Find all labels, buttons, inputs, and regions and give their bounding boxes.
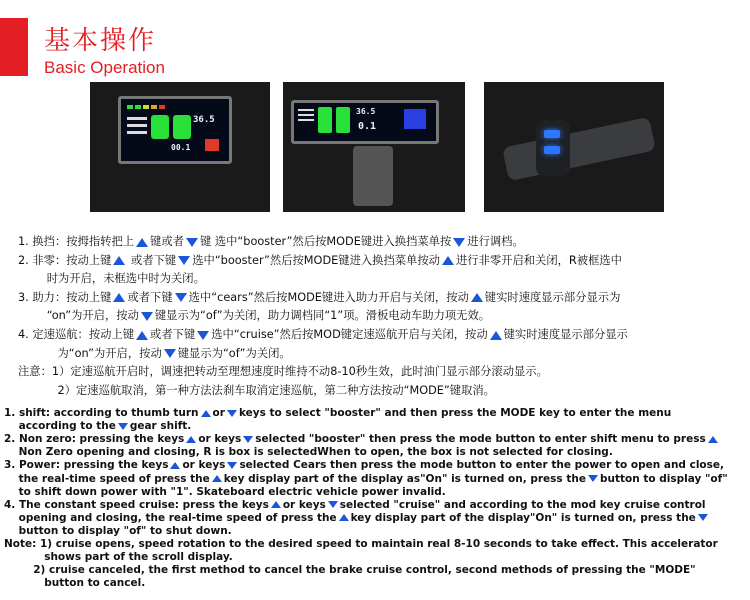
text-segment: 2. 非零：按动上键 (18, 253, 112, 267)
up-arrow-icon (708, 436, 718, 443)
en-line (4, 512, 744, 525)
text-segment: 3. 助力：按动上键 (18, 290, 112, 304)
photo-display-front (90, 82, 270, 212)
en-line (4, 459, 744, 472)
up-arrow-icon (186, 436, 196, 443)
en-line (4, 486, 744, 499)
up-arrow-icon (339, 514, 349, 521)
page-title-cn: 基本操作 (44, 26, 157, 56)
up-arrow-icon (212, 475, 222, 482)
text-segment: 时为开启，未框选中时为关闭。 (18, 272, 205, 286)
text-segment: 或者下键 (150, 328, 196, 341)
lcd-display (291, 100, 439, 144)
text-segment: 2. Non zero: pressing the keys (4, 433, 185, 446)
text-segment: 键实时速度显示部分显示为 (484, 290, 621, 304)
up-arrow-icon (113, 256, 125, 265)
text-segment: 选中“cears”然后按MODE键进入助力开启与关闭，按动 (188, 290, 469, 304)
text-segment: 为“on”为开启，按动 (18, 346, 162, 360)
en-line (4, 433, 744, 446)
photo-handlebar-buttons (484, 82, 664, 212)
header-accent-bar (0, 18, 28, 76)
text-segment: or keys (198, 433, 242, 446)
lcd-display (118, 96, 232, 164)
text-segment: 键显示为“of”为关闭。 (177, 346, 291, 360)
down-arrow-icon (328, 501, 338, 508)
en-line (4, 551, 744, 564)
down-arrow-icon (243, 436, 253, 443)
text-segment: selected Cears then press the mode button to enter the power to open and close, (239, 459, 724, 472)
text-segment: 2) cruise canceled, the first method to cancel the brake cruise control, second methods of pressing the "MODE" (4, 564, 696, 577)
up-arrow-icon (136, 331, 148, 340)
text-segment: key display part of the display"On" is turned on, press the (350, 511, 696, 524)
text-segment: keys to select "booster" and then press the MODE key to enter the menu (238, 407, 672, 419)
text-segment: opening and closing, the real-time speed of press the (4, 511, 337, 524)
text-segment: 3. Power: pressing the keys (4, 459, 169, 472)
up-arrow-icon (170, 462, 180, 469)
text-segment: 键 选中“booster”然后按MODE键进入换挡菜单按 (199, 235, 452, 248)
up-arrow-icon (113, 293, 125, 302)
text-segment: 进行非零开启和关闭，R被框选中 (455, 253, 622, 267)
text-segment: Non Zero opening and closing, R is box is selectedWhen to open, the box is not selected for closing. (4, 446, 613, 459)
page-title-en: Basic Operation (44, 58, 165, 77)
down-arrow-icon (227, 410, 237, 417)
text-segment: or keys (282, 498, 326, 511)
en-line (4, 564, 744, 577)
cn-line (18, 233, 738, 251)
text-segment: shows part of the scroll display. (4, 551, 233, 564)
up-arrow-icon (442, 256, 454, 265)
lcd-speed: 36.5 (193, 115, 215, 125)
text-segment: gear shift. (129, 420, 192, 433)
text-segment: 键或者 (150, 235, 184, 248)
text-segment: 键实时速度显示部分显示 (503, 328, 628, 341)
down-arrow-icon (588, 475, 598, 482)
text-segment: or (212, 407, 225, 419)
down-arrow-icon (178, 256, 190, 265)
down-arrow-icon (227, 462, 237, 469)
text-segment: Note: 1) cruise opens, speed rotation to the desired speed to maintain real 8-10 seconds to take effect. This accelerator (4, 538, 718, 550)
text-segment: 选中“booster”然后按MODE键进入换挡菜单按动 (192, 253, 440, 267)
en-line (4, 420, 744, 433)
up-arrow-icon (471, 293, 483, 302)
text-segment: selected "booster" then press the mode button to enter shift menu to press (255, 433, 706, 446)
en-line (4, 538, 744, 551)
cn-line (18, 289, 738, 307)
cn-line (18, 326, 738, 344)
up-arrow-icon (136, 238, 148, 247)
en-line (4, 407, 744, 420)
text-segment: 或者下键 (127, 253, 177, 267)
text-segment: button to display "of" to shut down. (4, 524, 232, 537)
down-arrow-icon (118, 423, 128, 430)
text-segment: 键显示为“of”为关闭，助力调档同“1”项。滑板电动车助力项无效。 (154, 309, 491, 323)
text-segment: 选中“cruise”然后按MOD键定速巡航开启与关闭，按动 (211, 328, 488, 341)
text-segment: 注意：1）定速巡航开启时，调速把转动至理想速度时维持不动8-10秒生效，此时油门显示部分滚动显示。 (18, 365, 548, 379)
text-segment: 或者下键 (127, 290, 173, 304)
text-segment: 4. The constant speed cruise: press the keys (4, 498, 269, 511)
up-arrow-icon (271, 501, 281, 508)
text-segment: the real-time speed of press the (4, 472, 210, 485)
down-arrow-icon (164, 349, 176, 358)
cn-line (18, 382, 738, 400)
en-line (4, 525, 744, 538)
text-segment: or keys (182, 459, 226, 472)
cn-line (18, 252, 738, 270)
photo-display-angle (283, 82, 465, 212)
text-segment: 进行调档。 (467, 235, 524, 248)
text-segment: 1. 换挡：按拇指转把上 (18, 235, 135, 248)
up-arrow-icon (490, 331, 502, 340)
text-segment: key display part of the display as"On" is turned on, press the (223, 472, 586, 485)
down-arrow-icon (197, 331, 209, 340)
text-segment: button to display "of" (599, 472, 728, 485)
cn-line (18, 307, 738, 325)
text-segment: button to cancel. (4, 577, 146, 590)
text-segment: to shift down power with "1". Skateboard electric vehicle power invalid. (4, 485, 446, 498)
text-segment: 4. 定速巡航：按动上键 (18, 328, 135, 341)
en-line (4, 446, 744, 459)
lcd-speed: 36.5 (356, 107, 376, 116)
down-button-light (544, 146, 560, 154)
cn-line (18, 270, 738, 288)
down-arrow-icon (453, 238, 465, 247)
cn-line (18, 345, 738, 363)
photo-strip (0, 82, 750, 212)
en-line (4, 577, 744, 590)
down-arrow-icon (141, 312, 153, 321)
down-arrow-icon (175, 293, 187, 302)
lcd-odometer: 00.1 (171, 143, 191, 152)
up-arrow-icon (201, 410, 211, 417)
lcd-odometer: 0.1 (358, 121, 377, 132)
up-button-light (544, 130, 560, 138)
en-line (4, 473, 744, 486)
down-arrow-icon (698, 514, 708, 521)
text-segment: 2）定速巡航取消，第一种方法法刹车取消定速巡航，第二种方法按动“MODE”键取消。 (18, 383, 495, 397)
text-segment: according to the (4, 420, 116, 433)
text-segment: 1. shift: according to thumb turn (4, 407, 199, 419)
cn-line (18, 363, 738, 381)
down-arrow-icon (186, 238, 198, 247)
en-line (4, 499, 744, 512)
text-segment: selected "cruise" and according to the mod key cruise control (339, 498, 706, 511)
text-segment: “on”为开启，按动 (18, 309, 139, 323)
